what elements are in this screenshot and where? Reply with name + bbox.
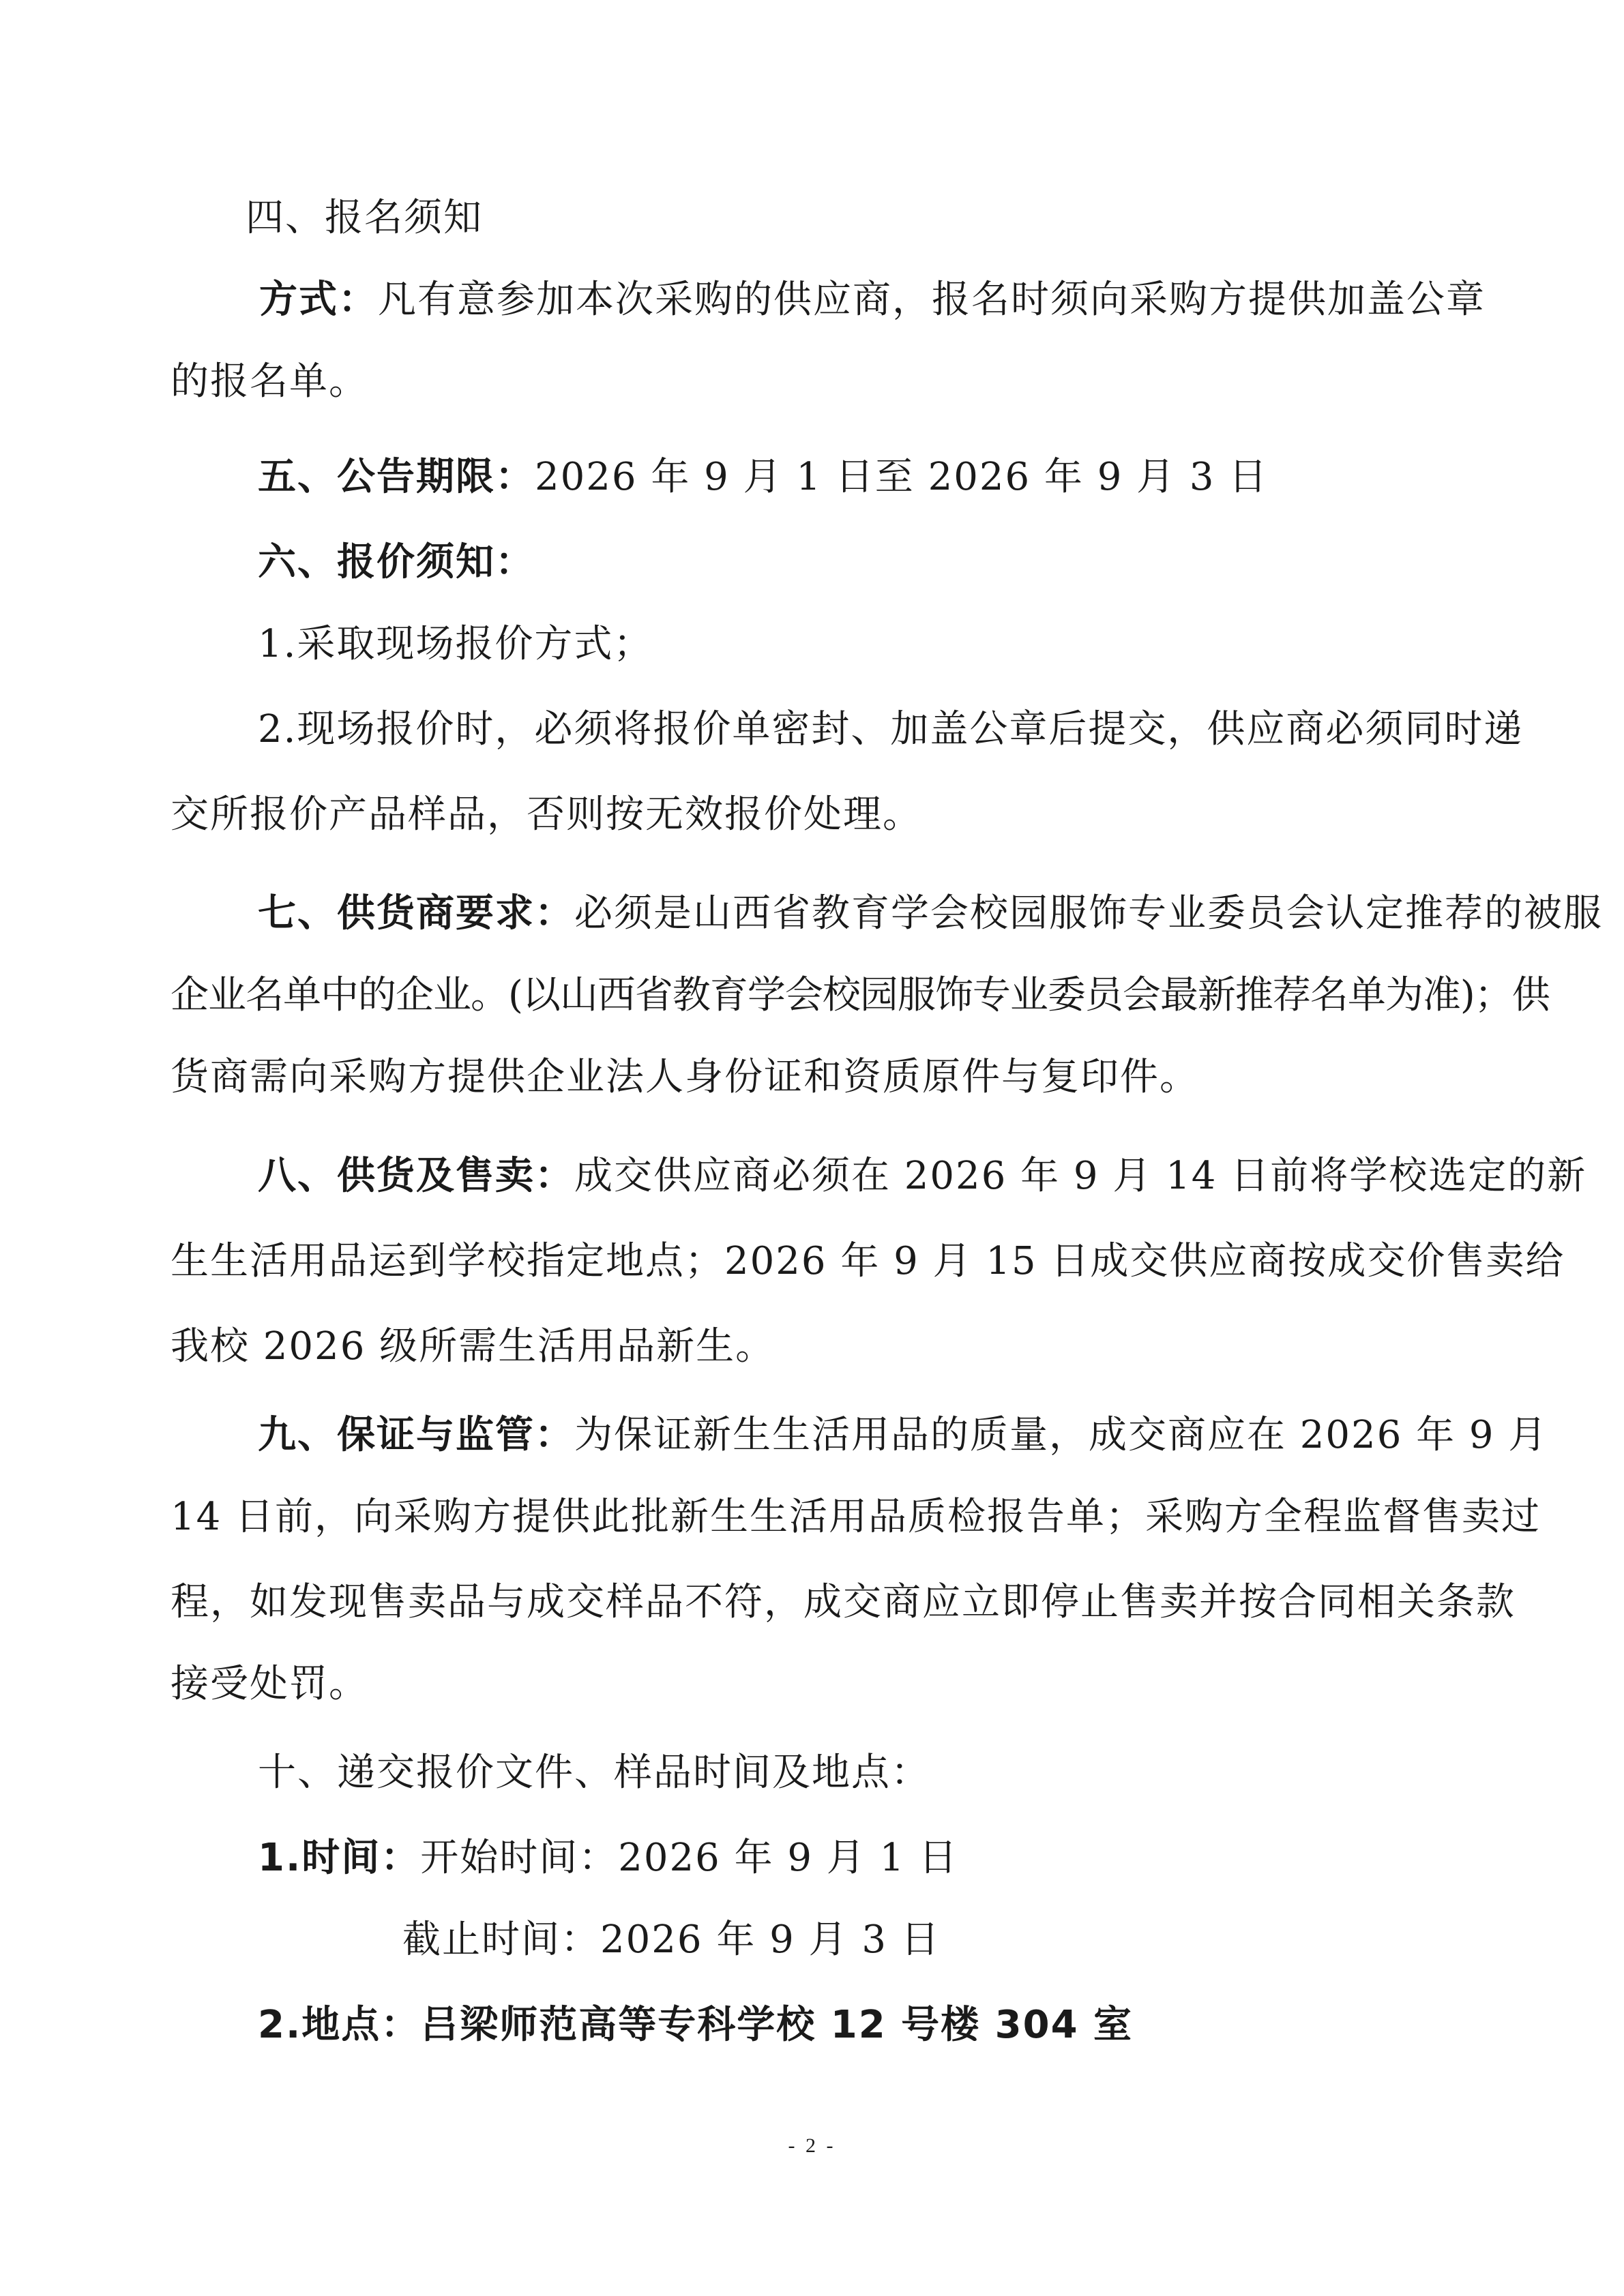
section-7 xyxy=(258,890,1603,938)
section-6-item-1: 1.采取现场报价方式； xyxy=(258,622,653,666)
section-8-text-2: 生生活用品运到学校指定地点；2026 年 9 月 15 日成交供应商按成交价售卖给 xyxy=(171,1239,1565,1283)
section-8-text-1: 成交供应商必须在 2026 年 9 月 14 日前将学校选定的新 xyxy=(574,1154,1587,1198)
end-time: 截止时间：2026 年 9 月 3 日 xyxy=(402,1918,941,1962)
section-9-label: 九、保证与监管： xyxy=(258,1413,574,1457)
section-5-text: 2026 年 9 月 1 日至 2026 年 9 月 3 日 xyxy=(535,455,1269,499)
section-7-text-1: 必须是山西省教育学会校园服饰专业委员会认定推荐的被服 xyxy=(574,891,1603,936)
section-7-label: 七、供货商要求： xyxy=(258,891,574,936)
place-label: 2.地点： xyxy=(258,2003,421,2047)
section-6-heading: 六、报价须知： xyxy=(258,540,535,584)
section-10-heading: 十、递交报价文件、样品时间及地点： xyxy=(258,1750,930,1795)
section-9 xyxy=(258,1412,1548,1459)
section-4-heading: 四、报名须知 xyxy=(246,196,483,240)
section-5 xyxy=(258,453,1268,501)
section-8-text-3: 我校 2026 级所需生活用品新生。 xyxy=(171,1324,776,1369)
section-9-text-3: 程，如发现售卖品与成交样品不符，成交商应立即停止售卖并按合同相关条款 xyxy=(171,1580,1516,1624)
section-6-item-2: 2.现场报价时，必须将报价单密封、加盖公章后提交，供应商必须同时递 xyxy=(258,707,1524,751)
section-4-method-cont: 的报名单。 xyxy=(171,359,368,404)
start-time: 开始时间：2026 年 9 月 1 日 xyxy=(420,1836,959,1880)
section-5-label: 五、公告期限： xyxy=(258,455,535,499)
section-8 xyxy=(258,1152,1586,1200)
section-10-time xyxy=(258,1834,958,1882)
section-10-place xyxy=(258,2001,1133,2049)
section-9-text-1: 为保证新生生活用品的质量，成交商应在 2026 年 9 月 xyxy=(574,1413,1548,1457)
place-text: 吕梁师范高等专科学校 12 号楼 304 室 xyxy=(420,2003,1134,2047)
section-8-label: 八、供货及售卖： xyxy=(258,1154,574,1198)
method-text-1: 凡有意参加本次采购的供应商，报名时须向采购方提供加盖公章 xyxy=(378,278,1486,322)
method-label: 方式： xyxy=(259,278,378,322)
section-9-text-4: 接受处罚。 xyxy=(171,1662,368,1706)
section-4-method xyxy=(259,276,1486,324)
section-6-item-2-cont: 交所报价产品样品，否则按无效报价处理。 xyxy=(171,792,922,837)
section-7-text-3: 货商需向采购方提供企业法人身份证和资质原件与复印件。 xyxy=(171,1055,1199,1099)
section-9-text-2: 14 日前，向采购方提供此批新生生活用品质检报告单；采购方全程监督售卖过 xyxy=(171,1495,1541,1539)
section-7-text-2: 企业名单中的企业。(以山西省教育学会校园服饰专业委员会最新推荐名单为准)；供 xyxy=(171,973,1550,1017)
page-number: - 2 - xyxy=(788,2134,836,2157)
time-label: 1.时间： xyxy=(258,1836,421,1880)
